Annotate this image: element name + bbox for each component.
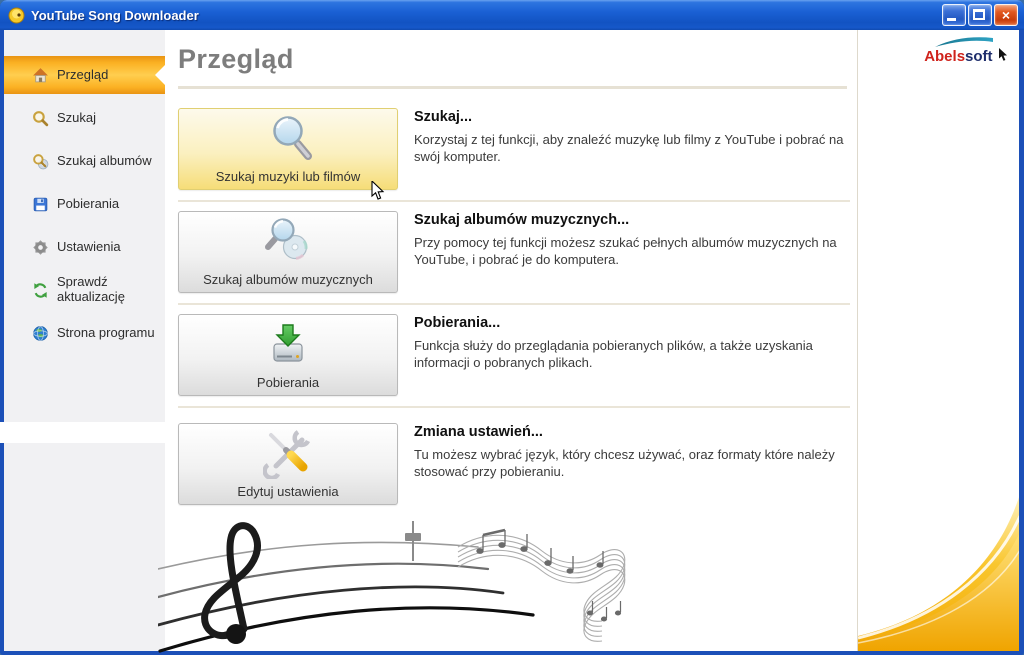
tile-label: Szukaj muzyki lub filmów bbox=[215, 169, 361, 184]
search-icon bbox=[32, 110, 49, 127]
row-text bbox=[414, 108, 866, 166]
floppy-disk-icon bbox=[32, 196, 49, 213]
row-description: Przy pomocy tej funkcji możesz szukać pełnych albumów muzycznych na YouTube, i pobrać je do komputera. bbox=[414, 235, 837, 267]
gear-icon bbox=[32, 239, 49, 256]
logo-swoosh-icon bbox=[933, 35, 995, 48]
sidebar-item-label: Przegląd bbox=[57, 66, 109, 82]
sidebar-item-label: Pobierania bbox=[57, 195, 120, 211]
row-description: Funkcja służy do przeglądania pobieranych plików, a także uzyskania informacji o pobranych plikach. bbox=[414, 338, 813, 370]
title-bar bbox=[0, 0, 1024, 30]
search-albums-icon bbox=[32, 153, 49, 170]
row-szukaj-albumow bbox=[178, 202, 850, 305]
maximize-icon bbox=[973, 9, 985, 20]
close-button[interactable] bbox=[994, 4, 1018, 26]
row-pobierania bbox=[178, 305, 850, 408]
sidebar-item-label: Sprawdź aktualizację bbox=[57, 274, 125, 304]
search-music-button[interactable] bbox=[178, 108, 398, 190]
page-title: Przegląd bbox=[178, 44, 294, 74]
sidebar-item-szukaj[interactable] bbox=[4, 99, 165, 137]
logo-text bbox=[924, 49, 992, 64]
downloads-button[interactable] bbox=[178, 314, 398, 396]
logo-cursor-icon bbox=[998, 48, 1009, 62]
row-ustawienia bbox=[178, 408, 850, 515]
window-title: YouTube Song Downloader bbox=[31, 7, 199, 23]
sidebar bbox=[4, 30, 165, 651]
logo-abels: Abels bbox=[924, 48, 966, 65]
row-title: Szukaj albumów muzycznych... bbox=[414, 212, 630, 228]
minimize-icon bbox=[947, 18, 956, 21]
row-text bbox=[414, 423, 866, 481]
sidebar-item-strona-programu[interactable] bbox=[4, 314, 165, 352]
edit-settings-button[interactable] bbox=[178, 423, 398, 505]
tile-label: Edytuj ustawienia bbox=[237, 484, 339, 499]
row-text bbox=[414, 314, 866, 372]
sidebar-item-label: Szukaj bbox=[57, 109, 97, 125]
row-text bbox=[414, 211, 866, 269]
row-description: Tu możesz wybrać język, który chcesz używać, oraz formaty które należy stosować przy pobieraniu. bbox=[414, 447, 835, 479]
sidebar-item-label: Strona programu bbox=[57, 324, 155, 340]
app-icon bbox=[8, 7, 25, 24]
gold-swoosh-decoration bbox=[858, 466, 1019, 651]
globe-icon bbox=[32, 325, 49, 342]
overview-rows bbox=[178, 99, 857, 515]
update-arrows-icon bbox=[32, 282, 49, 299]
sidebar-item-szukaj-albumow[interactable] bbox=[4, 142, 165, 180]
sidebar-item-label: Ustawienia bbox=[57, 238, 121, 254]
row-description: Korzystaj z tej funkcji, aby znaleźć muzykę lub filmy z YouTube i pobrać na swój komputer. bbox=[414, 132, 844, 164]
tile-label: Pobierania bbox=[256, 375, 320, 390]
sidebar-item-pobierania[interactable] bbox=[4, 185, 165, 223]
logo-soft: soft bbox=[965, 48, 993, 65]
row-title: Pobierania... bbox=[414, 315, 501, 331]
sidebar-item-ustawienia[interactable] bbox=[4, 228, 165, 266]
right-panel bbox=[857, 30, 1019, 651]
window-controls bbox=[942, 4, 1018, 26]
magnifier-icon bbox=[263, 112, 313, 164]
row-title: Zmiana ustawień... bbox=[414, 424, 543, 440]
sidebar-item-label: Szukaj albumów bbox=[57, 152, 152, 168]
sidebar-item-przeglad[interactable] bbox=[4, 56, 165, 94]
search-albums-button[interactable] bbox=[178, 211, 398, 293]
tile-label: Szukaj albumów muzycznych bbox=[203, 272, 373, 287]
tools-icon bbox=[263, 427, 313, 479]
separator bbox=[178, 86, 847, 89]
sidebar-divider-strip bbox=[0, 422, 165, 443]
sidebar-nav bbox=[4, 30, 165, 352]
home-icon bbox=[32, 67, 49, 84]
magnifier-cd-icon bbox=[263, 215, 313, 267]
close-icon: × bbox=[1001, 7, 1011, 23]
abelssoft-logo bbox=[924, 35, 1009, 66]
row-szukaj bbox=[178, 99, 850, 202]
row-title: Szukaj... bbox=[414, 109, 473, 125]
download-drive-icon bbox=[263, 318, 313, 370]
sidebar-item-sprawdz-aktualizacje[interactable] bbox=[4, 271, 165, 309]
minimize-button[interactable] bbox=[942, 4, 966, 26]
maximize-button[interactable] bbox=[968, 4, 992, 26]
main-content bbox=[165, 30, 857, 651]
